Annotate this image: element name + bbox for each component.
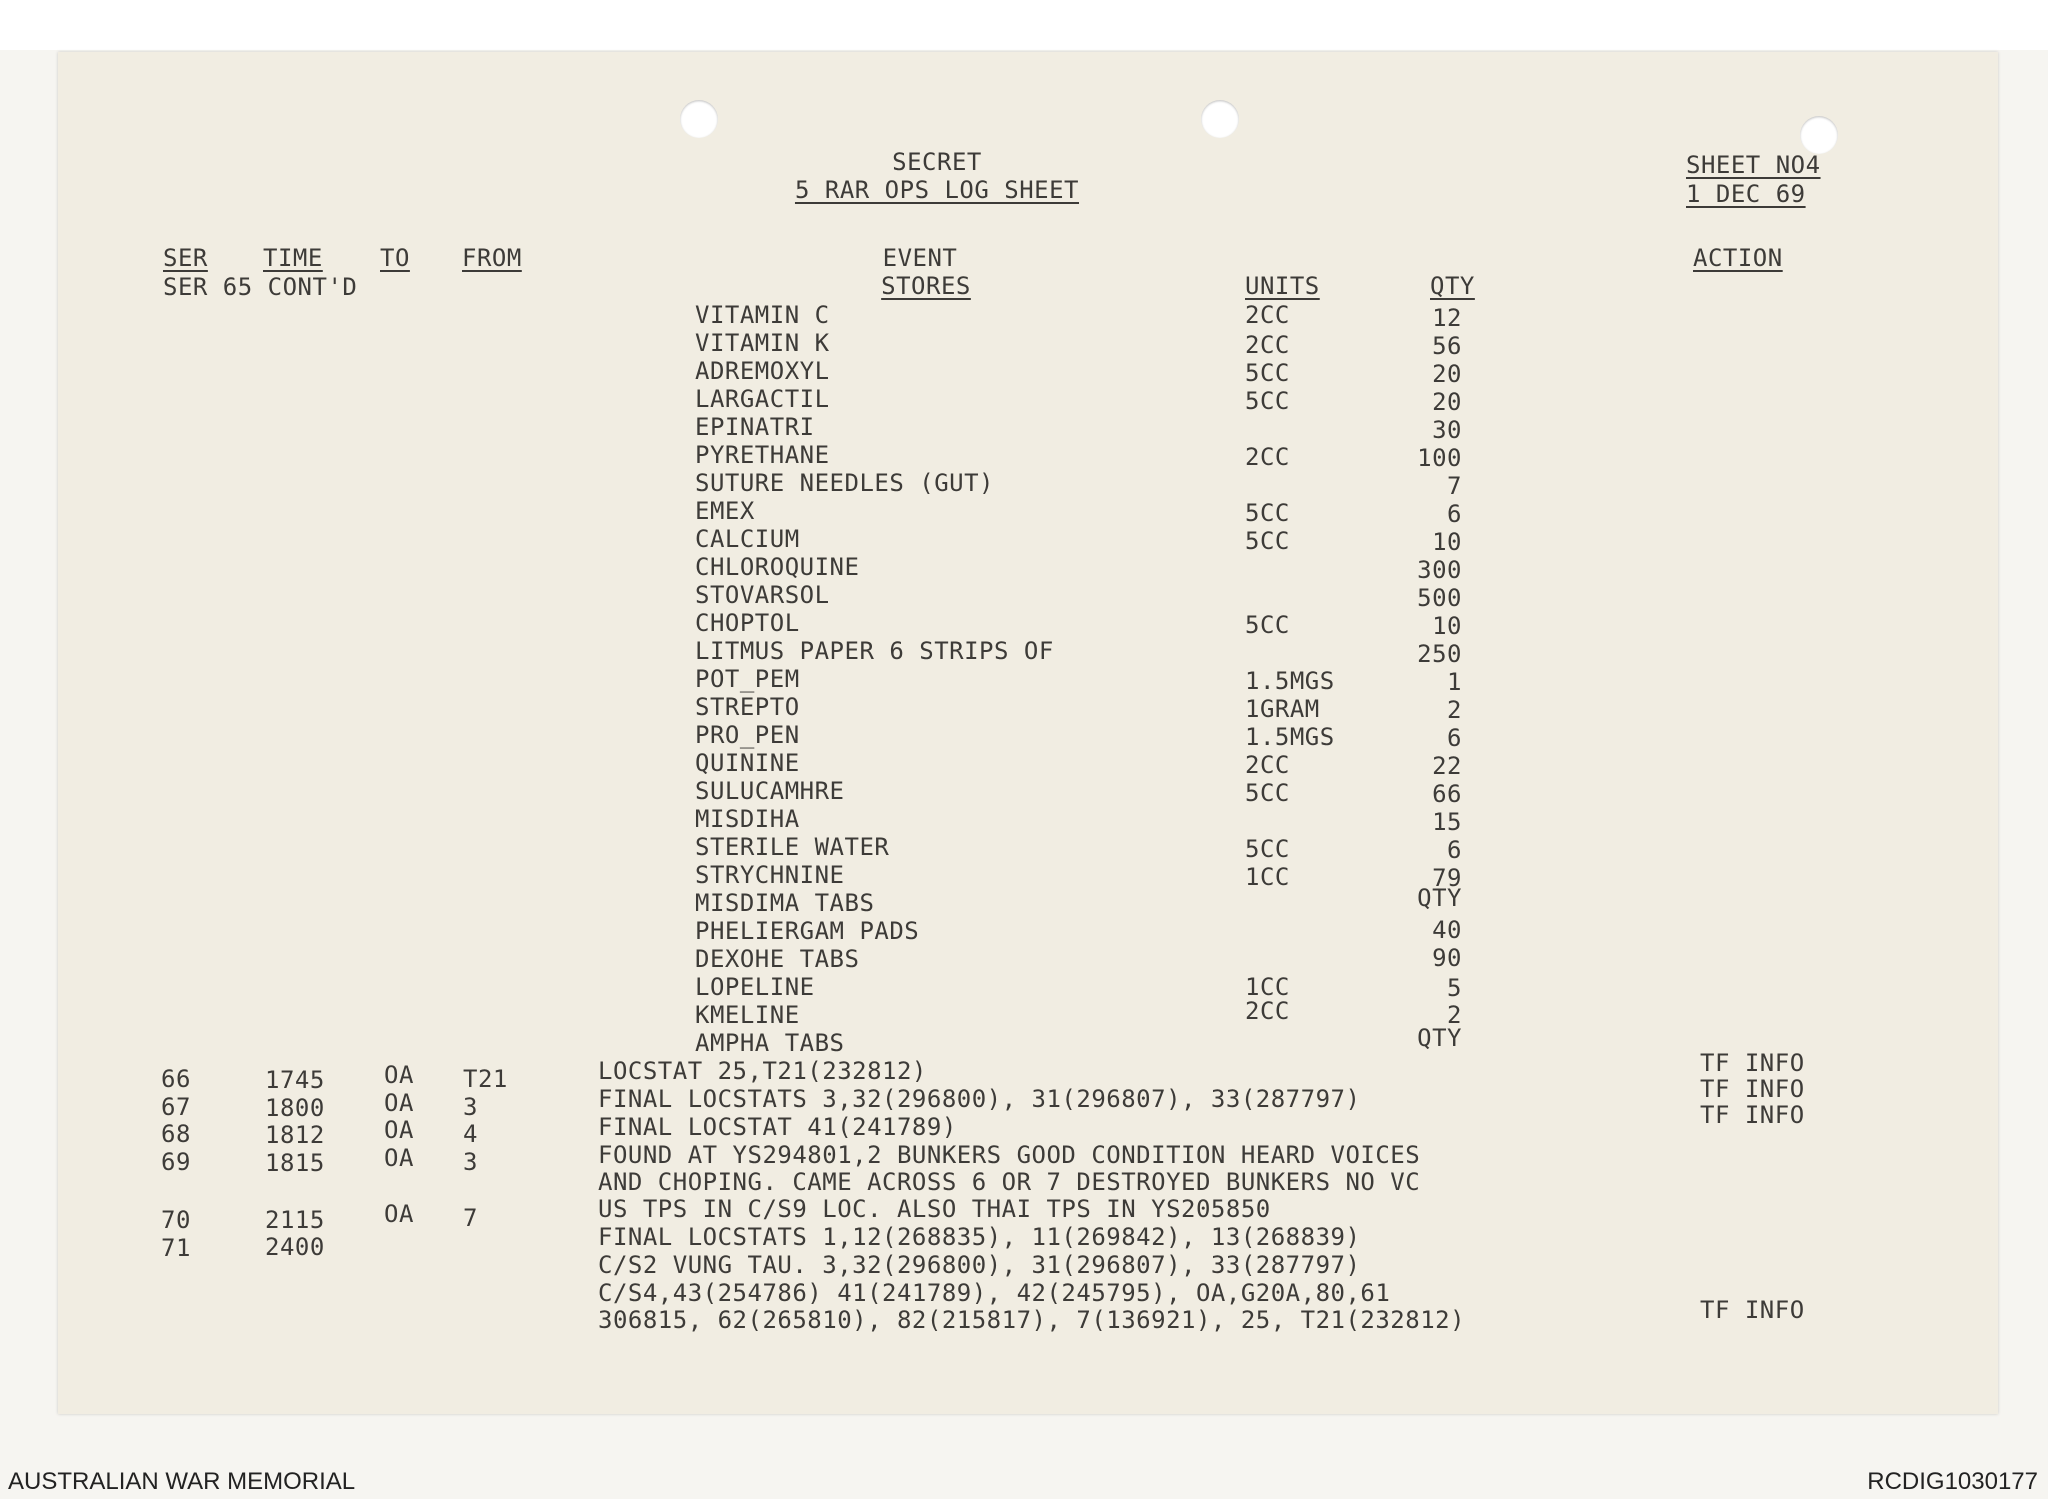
entry-time: 1745 <box>265 1066 325 1094</box>
store-unit: 2CC <box>1245 331 1290 359</box>
action-note: TF INFO <box>1700 1101 1805 1129</box>
event-line: 306815, 62(265810), 82(215817), 7(136921), 25, T21(232812) <box>598 1306 1466 1334</box>
entry-time: 1812 <box>265 1121 325 1149</box>
column-header-to: TO <box>380 244 410 272</box>
entry-to: OA <box>384 1200 414 1228</box>
store-name: PYRETHANE <box>695 441 830 469</box>
store-unit: 2CC <box>1245 997 1290 1025</box>
store-name: EPINATRI <box>695 413 815 441</box>
entry-from: T21 <box>463 1065 508 1093</box>
entry-time: 2400 <box>265 1233 325 1261</box>
store-unit: 2CC <box>1245 751 1290 779</box>
store-unit: 1GRAM <box>1245 695 1320 723</box>
store-qty: 6 <box>1447 500 1462 528</box>
column-header-ser: SER <box>163 244 208 272</box>
entry-ser: 66 <box>161 1065 191 1093</box>
column-header-qty: QTY <box>1430 272 1475 300</box>
entry-to: OA <box>384 1061 414 1089</box>
store-qty: 300 <box>1417 556 1462 584</box>
action-note: TF INFO <box>1700 1075 1805 1103</box>
store-qty: 79 <box>1432 864 1462 892</box>
continued-note: SER 65 CONT'D <box>163 273 358 301</box>
store-name: VITAMIN K <box>695 329 830 357</box>
event-line: AND CHOPING. CAME ACROSS 6 OR 7 DESTROYED BUNKERS NO VC <box>598 1168 1421 1196</box>
store-qty: 66 <box>1432 780 1462 808</box>
column-header-from: FROM <box>462 244 522 272</box>
store-qty: 15 <box>1432 808 1462 836</box>
store-name: STREPTO <box>695 693 800 721</box>
store-name: CHOPTOL <box>695 609 800 637</box>
store-qty: 250 <box>1417 640 1462 668</box>
store-name: SULUCAMHRE <box>695 777 845 805</box>
store-qty: 1 <box>1447 668 1462 696</box>
store-name: EMEX <box>695 497 755 525</box>
event-line: FINAL LOCSTAT 41(241789) <box>598 1113 957 1141</box>
column-header-time: TIME <box>263 244 323 272</box>
event-line: LOCSTAT 25,T21(232812) <box>598 1057 927 1085</box>
store-name: ADREMOXYL <box>695 357 830 385</box>
punch-hole-left <box>680 100 718 138</box>
store-qty: 6 <box>1447 724 1462 752</box>
store-qty: 2 <box>1447 1001 1462 1029</box>
store-unit: 1.5MGS <box>1245 723 1335 751</box>
store-qty: QTY <box>1417 884 1462 912</box>
column-header-action: ACTION <box>1693 244 1783 272</box>
store-name: STERILE WATER <box>695 833 890 861</box>
action-note: TF INFO <box>1700 1049 1805 1077</box>
store-qty: 56 <box>1432 332 1462 360</box>
entry-ser: 69 <box>161 1148 191 1176</box>
entry-to: OA <box>384 1116 414 1144</box>
event-line: FINAL LOCSTATS 1,12(268835), 11(269842), 13(268839) <box>598 1223 1361 1251</box>
entry-ser: 67 <box>161 1093 191 1121</box>
store-unit: 1.5MGS <box>1245 667 1335 695</box>
store-qty: 10 <box>1432 612 1462 640</box>
footer-identifier: RCDIG1030177 <box>1867 1468 2038 1495</box>
classification-heading: SECRET <box>892 148 982 176</box>
store-unit: 1CC <box>1245 973 1290 1001</box>
store-name: STRYCHNINE <box>695 861 845 889</box>
entry-ser: 70 <box>161 1206 191 1234</box>
store-name: VITAMIN C <box>695 301 830 329</box>
entry-from: 3 <box>463 1148 478 1176</box>
top-margin <box>0 0 2048 50</box>
store-name: PHELIERGAM PADS <box>695 917 920 945</box>
entry-time: 2115 <box>265 1206 325 1234</box>
event-line: FOUND AT YS294801,2 BUNKERS GOOD CONDITION HEARD VOICES <box>598 1141 1421 1169</box>
store-unit: 5CC <box>1245 779 1290 807</box>
store-qty: 100 <box>1417 444 1462 472</box>
column-header-units: UNITS <box>1245 272 1320 300</box>
sheet-date: 1 DEC 69 <box>1686 180 1806 208</box>
event-line: C/S4,43(254786) 41(241789), 42(245795), OA,G20A,80,61 <box>598 1279 1391 1307</box>
store-name: PRO_PEN <box>695 721 800 749</box>
action-note: TF INFO <box>1700 1296 1805 1324</box>
store-qty: 90 <box>1432 944 1462 972</box>
footer-source: AUSTRALIAN WAR MEMORIAL <box>8 1468 356 1495</box>
store-qty: 10 <box>1432 528 1462 556</box>
store-qty: 12 <box>1432 304 1462 332</box>
store-unit: 2CC <box>1245 301 1290 329</box>
event-line: FINAL LOCSTATS 3,32(296800), 31(296807), 33(287797) <box>598 1085 1361 1113</box>
store-unit: 5CC <box>1245 359 1290 387</box>
store-name: STOVARSOL <box>695 581 830 609</box>
store-name: CALCIUM <box>695 525 800 553</box>
store-name: MISDIMA TABS <box>695 889 875 917</box>
entry-time: 1800 <box>265 1094 325 1122</box>
store-qty: 30 <box>1432 416 1462 444</box>
sheet-number: SHEET NO4 <box>1686 151 1821 179</box>
store-unit: 2CC <box>1245 443 1290 471</box>
event-line: C/S2 VUNG TAU. 3,32(296800), 31(296807), 33(287797) <box>598 1251 1361 1279</box>
store-name: CHLOROQUINE <box>695 553 860 581</box>
entry-to: OA <box>384 1089 414 1117</box>
store-unit: 5CC <box>1245 611 1290 639</box>
store-name: KMELINE <box>695 1001 800 1029</box>
store-name: SUTURE NEEDLES (GUT) <box>695 469 994 497</box>
store-unit: 5CC <box>1245 527 1290 555</box>
store-qty: 2 <box>1447 696 1462 724</box>
entry-from: 3 <box>463 1093 478 1121</box>
column-header-event: EVENT <box>882 244 958 272</box>
store-name: LITMUS PAPER 6 STRIPS OF <box>695 637 1054 665</box>
punch-hole-right <box>1800 116 1838 154</box>
entry-from: 4 <box>463 1120 478 1148</box>
store-qty: 5 <box>1447 974 1462 1002</box>
entry-ser: 68 <box>161 1120 191 1148</box>
entry-from: 7 <box>463 1204 478 1232</box>
store-qty: QTY <box>1417 1024 1462 1052</box>
store-qty: 40 <box>1432 916 1462 944</box>
event-line: US TPS IN C/S9 LOC. ALSO THAI TPS IN YS205850 <box>598 1195 1271 1223</box>
store-name: QUININE <box>695 749 800 777</box>
store-name: MISDIHA <box>695 805 800 833</box>
store-qty: 20 <box>1432 360 1462 388</box>
store-unit: 1CC <box>1245 863 1290 891</box>
entry-to: OA <box>384 1144 414 1172</box>
page-title: 5 RAR OPS LOG SHEET <box>794 176 1080 204</box>
store-qty: 22 <box>1432 752 1462 780</box>
store-name: AMPHA TABS <box>695 1029 845 1057</box>
store-qty: 500 <box>1417 584 1462 612</box>
store-name: LOPELINE <box>695 973 815 1001</box>
store-name: POT_PEM <box>695 665 800 693</box>
store-unit: 5CC <box>1245 835 1290 863</box>
store-name: DEXOHE TABS <box>695 945 860 973</box>
store-qty: 6 <box>1447 836 1462 864</box>
store-unit: 5CC <box>1245 387 1290 415</box>
punch-hole-middle <box>1201 100 1239 138</box>
store-name: LARGACTIL <box>695 385 830 413</box>
store-qty: 20 <box>1432 388 1462 416</box>
column-header-stores: STORES <box>881 272 971 300</box>
store-unit: 5CC <box>1245 499 1290 527</box>
entry-ser: 71 <box>161 1234 191 1262</box>
store-qty: 7 <box>1447 472 1462 500</box>
entry-time: 1815 <box>265 1149 325 1177</box>
